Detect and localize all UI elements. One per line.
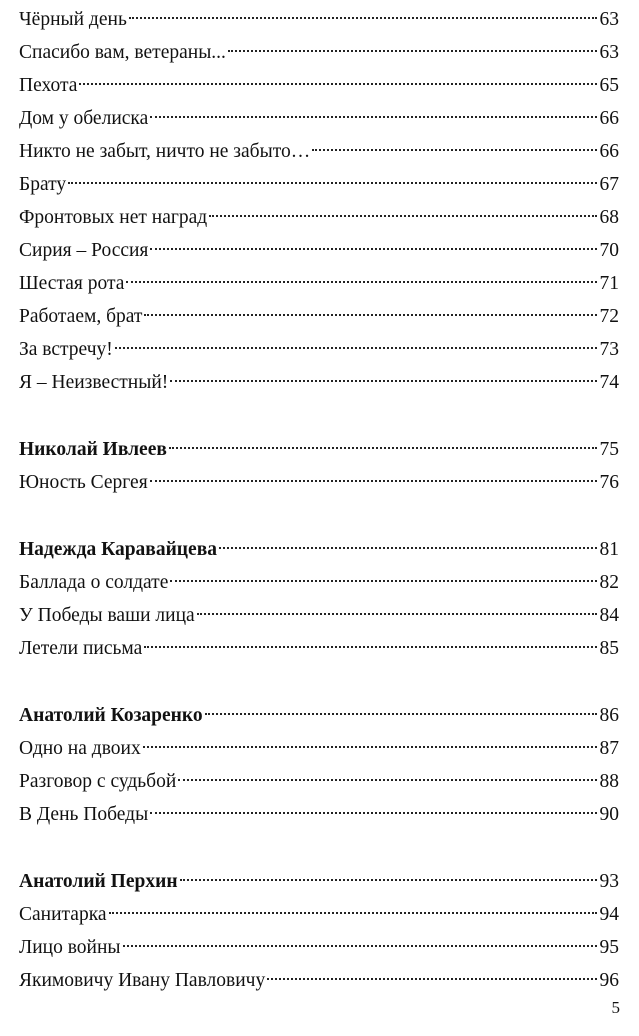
entry-page: 74 (599, 372, 619, 393)
toc-entry (19, 765, 619, 798)
author-page: 81 (599, 539, 619, 560)
entry-title: Якимовичу Ивану Павловичу (19, 970, 266, 991)
entry-page: 76 (599, 472, 619, 493)
toc-entry (19, 102, 619, 135)
entry-page: 94 (599, 904, 619, 925)
dot-leader (144, 646, 596, 648)
toc-entry (19, 599, 619, 632)
dot-leader (219, 547, 597, 549)
dot-leader (126, 281, 596, 283)
dot-leader (109, 912, 597, 914)
toc-entry (19, 168, 619, 201)
entry-page: 96 (599, 970, 619, 991)
entry-page: 72 (599, 306, 619, 327)
entry-page: 67 (599, 174, 619, 195)
dot-leader (79, 83, 596, 85)
dot-leader (150, 116, 596, 118)
entry-page: 82 (599, 572, 619, 593)
entry-title: За встречу! (19, 339, 113, 360)
toc-entry (19, 333, 619, 366)
dot-leader (205, 713, 597, 715)
toc-entry (19, 632, 619, 665)
toc-entry (19, 135, 619, 168)
toc-entry (19, 69, 619, 102)
entry-page: 65 (599, 75, 619, 96)
entry-title: Юность Сергея (19, 472, 148, 493)
entry-title: Фронтовых нет наград (19, 207, 208, 228)
toc-section (19, 433, 619, 499)
entry-title: Шестая рота (19, 273, 125, 294)
dot-leader (267, 978, 596, 980)
dot-leader (115, 347, 597, 349)
toc-section (19, 699, 619, 831)
entry-page: 70 (599, 240, 619, 261)
toc-entry (19, 566, 619, 599)
toc-entry (19, 201, 619, 234)
toc-entry (19, 234, 619, 267)
entry-title: Дом у обелиска (19, 108, 149, 129)
dot-leader (150, 812, 596, 814)
author-page: 86 (599, 705, 619, 726)
entry-title: Спасибо вам, ветераны... (19, 42, 226, 63)
toc-section (19, 533, 619, 665)
dot-leader (150, 248, 596, 250)
entry-title: Летели письма (19, 638, 143, 659)
dot-leader (68, 182, 596, 184)
entry-title: У Победы ваши лица (19, 605, 195, 626)
dot-leader (169, 447, 597, 449)
entry-title: Лицо войны (19, 937, 121, 958)
entry-page: 71 (599, 273, 619, 294)
entry-page: 95 (599, 937, 619, 958)
entry-page: 87 (599, 738, 619, 759)
toc-entry (19, 964, 619, 997)
toc-author-entry (19, 433, 619, 466)
entry-title: Никто не забыт, ничто не забыто… (19, 141, 311, 162)
toc-entry (19, 36, 619, 69)
entry-page: 85 (599, 638, 619, 659)
dot-leader (123, 945, 597, 947)
entry-title: Пехота (19, 75, 78, 96)
dot-leader (178, 779, 596, 781)
dot-leader (170, 380, 596, 382)
toc-author-entry (19, 699, 619, 732)
dot-leader (170, 580, 596, 582)
entry-page: 63 (599, 9, 619, 30)
entry-page: 88 (599, 771, 619, 792)
toc-entry (19, 898, 619, 931)
toc-entry (19, 732, 619, 765)
toc-entry (19, 300, 619, 333)
author-page: 93 (599, 871, 619, 892)
entry-page: 63 (599, 42, 619, 63)
toc-section (19, 865, 619, 997)
entry-page: 66 (599, 108, 619, 129)
entry-title: В День Победы (19, 804, 149, 825)
entry-title: Я – Неизвестный! (19, 372, 169, 393)
dot-leader (312, 149, 596, 151)
toc-entry (19, 931, 619, 964)
dot-leader (129, 17, 597, 19)
toc-section (19, 3, 619, 399)
dot-leader (209, 215, 596, 217)
toc-entry (19, 798, 619, 831)
dot-leader (143, 746, 597, 748)
entry-page: 84 (599, 605, 619, 626)
toc-entry (19, 466, 619, 499)
entry-page: 90 (599, 804, 619, 825)
entry-title: Чёрный день (19, 9, 127, 30)
dot-leader (228, 50, 597, 52)
dot-leader (180, 879, 597, 881)
entry-page: 66 (599, 141, 619, 162)
entry-title: Одно на двоих (19, 738, 141, 759)
author-name: Надежда Каравайцева (19, 539, 217, 560)
entry-title: Сирия – Россия (19, 240, 149, 261)
page-number: 5 (611, 998, 620, 1017)
toc-entry (19, 366, 619, 399)
author-page: 75 (599, 439, 619, 460)
author-name: Николай Ивлеев (19, 439, 167, 460)
toc-author-entry (19, 865, 619, 898)
entry-title: Брату (19, 174, 67, 195)
toc-entry (19, 267, 619, 300)
dot-leader (197, 613, 597, 615)
entry-title: Работаем, брат (19, 306, 143, 327)
author-name: Анатолий Козаренко (19, 705, 203, 726)
dot-leader (150, 480, 597, 482)
author-name: Анатолий Перхин (19, 871, 178, 892)
entry-title: Разговор с судьбой (19, 771, 177, 792)
entry-title: Баллада о солдате (19, 572, 169, 593)
entry-page: 73 (599, 339, 619, 360)
dot-leader (144, 314, 596, 316)
toc-author-entry (19, 533, 619, 566)
entry-page: 68 (599, 207, 619, 228)
toc-entry (19, 3, 619, 36)
entry-title: Санитарка (19, 904, 107, 925)
table-of-contents (19, 3, 619, 1031)
